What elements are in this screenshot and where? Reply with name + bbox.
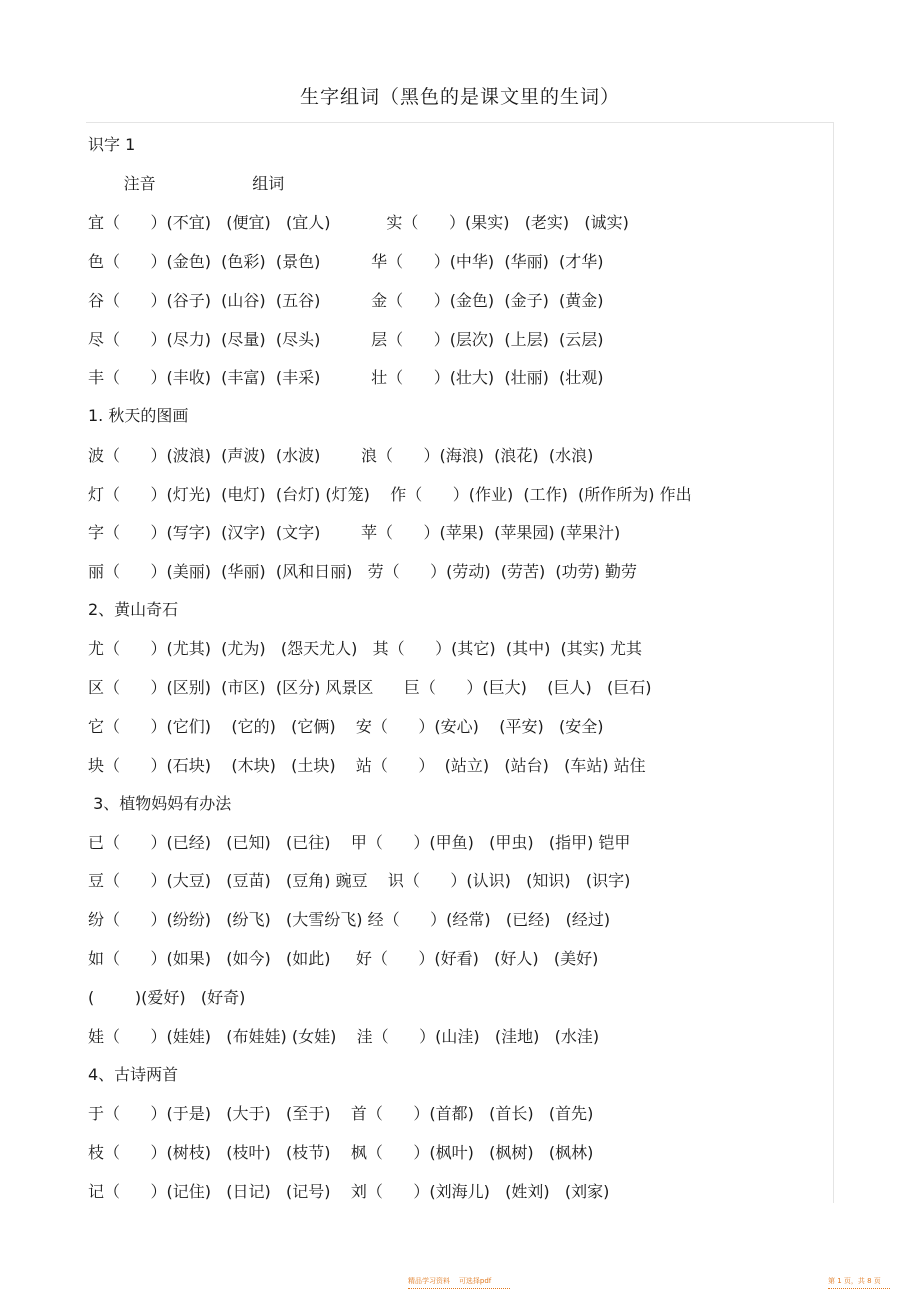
word-row: 如（ ）(如果) (如今) (如此) 好（ ）(好看) (好人) (美好)	[88, 949, 599, 968]
word-row: 娃（ ）(娃娃) (布娃娃) (女娃) 洼（ ）(山洼) (洼地) (水洼)	[88, 1027, 600, 1046]
word-row: 尽（ ）(尽力) (尽量) (尽头) 层（ ）(层次) (上层) (云层)	[88, 330, 604, 349]
word-row: 波（ ）(波浪) (声波) (水波) 浪（ ）(海浪) (浪花) (水浪)	[88, 446, 594, 465]
word-row: 字（ ）(写字) (汉字) (文字) 苹（ ）(苹果) (苹果园) (苹果汁)	[88, 523, 621, 542]
word-row: 丰（ ）(丰收) (丰富) (丰采) 壮（ ）(壮大) (壮丽) (壮观)	[88, 368, 604, 387]
word-row: 谷（ ）(谷子) (山谷) (五谷) 金（ ）(金色) (金子) (黄金)	[88, 291, 604, 310]
word-row: 宜（ ）(不宜) (便宜) (宜人) 实（ ）(果实) (老实) (诚实)	[88, 213, 629, 232]
word-row: 2、黄山奇石	[88, 600, 179, 619]
word-row: 注音 组词	[88, 174, 285, 193]
page-title: 生字组词（黑色的是课文里的生词）	[299, 86, 620, 108]
word-row: 已（ ）(已经) (已知) (已往) 甲（ ）(甲鱼) (甲虫) (指甲) 铠甲	[88, 833, 631, 852]
word-row: 它（ ）(它们) (它的) (它俩) 安（ ）(安心) (平安) (安全)	[88, 717, 604, 736]
footer-watermark: 精品学习资料 可选择pdf	[408, 1277, 492, 1285]
word-row: 于（ ）(于是) (大于) (至于) 首（ ）(首都) (首长) (首先)	[88, 1104, 594, 1123]
word-row: 识字 1	[88, 135, 136, 154]
word-row: 记（ ）(记住) (日记) (记号) 刘（ ）(刘海儿) (姓刘) (刘家)	[88, 1182, 610, 1201]
word-row: 3、植物妈妈有办法	[88, 794, 232, 813]
word-row: 尤（ ）(尤其) (尤为) (怨天尤人) 其（ ）(其它) (其中) (其实) 尤其	[88, 639, 643, 658]
page-number: 第 1 页，共 8 页	[828, 1277, 881, 1285]
word-row: 纷（ ）(纷纷) (纷飞) (大雪纷飞) 经（ ）(经常) (已经) (经过)	[88, 910, 611, 929]
word-row: 灯（ ）(灯光) (电灯) (台灯) (灯笼) 作（ ）(作业) (工作) (所作所为) 作出	[88, 485, 692, 504]
word-row: 丽（ ）(美丽) (华丽) (风和日丽) 劳（ ）(劳动) (劳苦) (功劳) 勤劳	[88, 562, 637, 581]
word-row: 豆（ ）(大豆) (豆苗) (豆角) 豌豆 识（ ）(认识) (知识) (识字)	[88, 871, 631, 890]
word-row: 区（ ）(区别) (市区) (区分) 风景区 巨（ ）(巨大) (巨人) (巨石)	[88, 678, 652, 697]
footer-divider-left	[408, 1288, 510, 1289]
word-row: 枝（ ）(树枝) (枝叶) (枝节) 枫（ ）(枫叶) (枫树) (枫林)	[88, 1143, 594, 1162]
word-row: 色（ ）(金色) (色彩) (景色) 华（ ）(中华) (华丽) (才华)	[88, 252, 604, 271]
word-row: 1. 秋天的图画	[88, 406, 189, 425]
footer-divider-right	[828, 1288, 890, 1289]
word-row: 块（ ）(石块) (木块) (土块) 站（ ） (站立) (站台) (车站) 站住	[88, 756, 646, 775]
word-row: ( )(爱好) (好奇)	[88, 988, 246, 1007]
word-row: 4、古诗两首	[88, 1065, 179, 1084]
